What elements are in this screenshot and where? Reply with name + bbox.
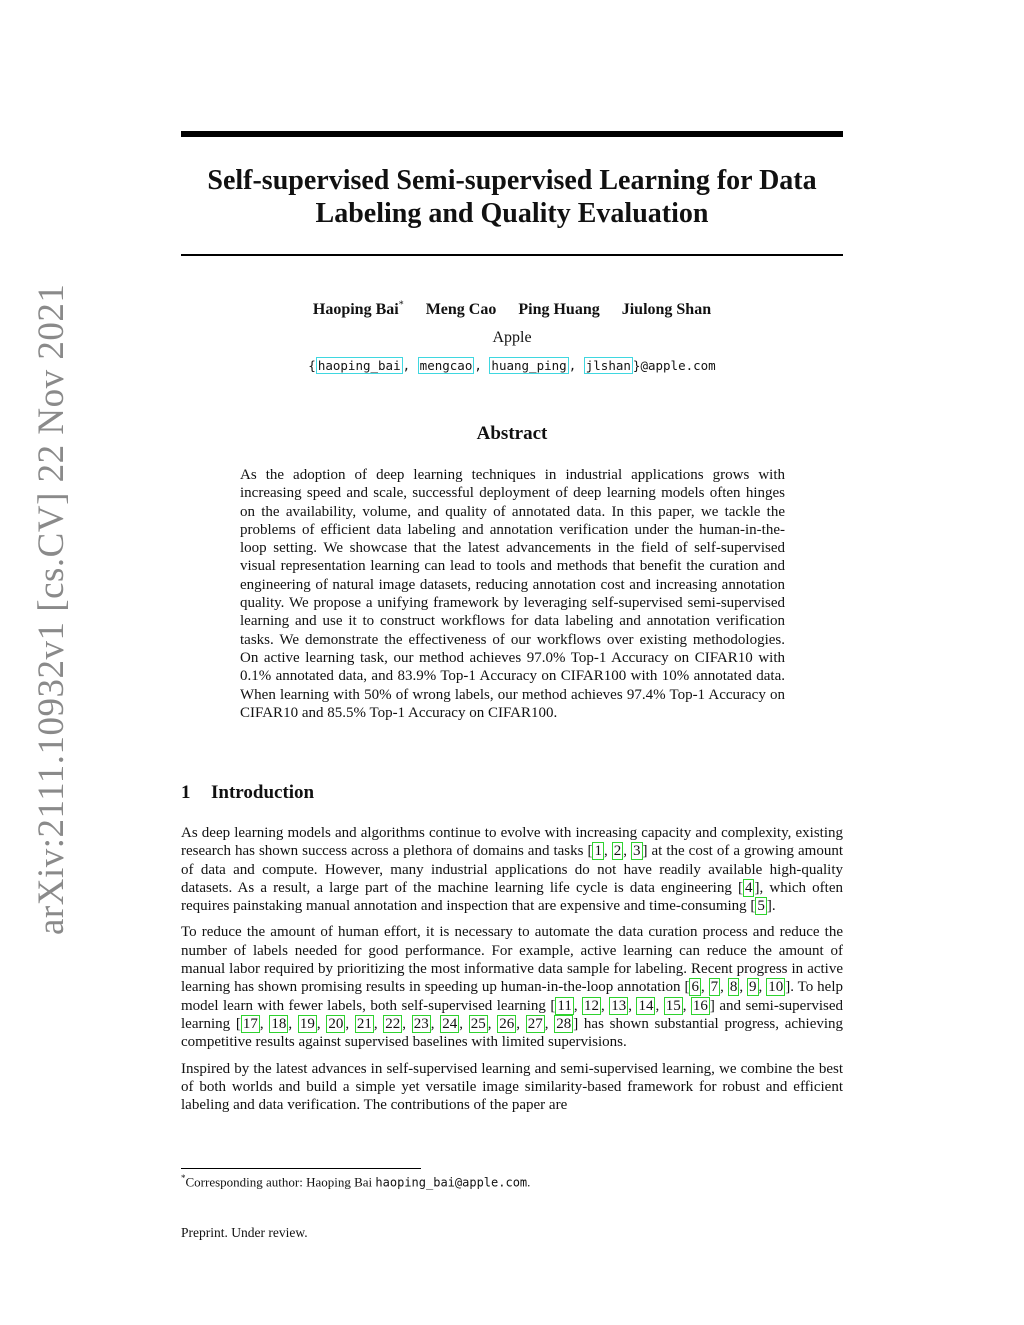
paper-title — [181, 164, 843, 230]
title-rule-bottom — [181, 254, 843, 256]
citation-link[interactable]: 19 — [299, 1015, 315, 1032]
email-link[interactable]: haoping_bai — [317, 358, 401, 373]
citation-link[interactable]: 16 — [692, 997, 708, 1014]
citation-link[interactable]: 15 — [665, 997, 681, 1014]
citation-link[interactable]: 22 — [385, 1015, 401, 1032]
title-rule-top — [181, 131, 843, 137]
citation-link[interactable]: 9 — [749, 979, 757, 996]
author-emails: { haoping_bai , mengcao , huang_ping , jlshan }@apple.com — [308, 358, 716, 373]
citation-link[interactable]: 21 — [356, 1015, 372, 1032]
citation-link[interactable]: 27 — [527, 1015, 543, 1032]
citation-link[interactable]: 23 — [413, 1015, 429, 1032]
paragraph: To reduce the amount of human effort, it is necessary to automate the data curation process and reduce the number of labels needed for good performance. For example, active learning can reduce the amount of manual labor required by prioritizing the most informative data sample for labeling. Recent progress in active learning has shown promising results in speeding up human-in-the-loop annotation [ 6 , 7 , 8 , 9 , 10 ]. To help model learn with fewer labels, both self-supervised learning [ 11 , 12 , 13 , 14 , 15 , 16 ] and semi-supervised learning [ 17 , 18 , 19 , 20 , 21 , 22 , 23 , 24 , 25 , 26 , 27 , 28 ] has shown substantial progress, achieving competitive results against supervised baselines with limited supervisions. — [181, 924, 844, 1051]
footnote-rule — [181, 1168, 421, 1169]
paragraph: Inspired by the latest advances in self-supervised learning and semi-supervised learning, we combine the best of both worlds and build a simple yet versatile image similarity-based framework for robust and efficient labeling and data verification. The contributions of the paper are — [181, 1060, 843, 1114]
citation-link[interactable]: 13 — [611, 997, 627, 1014]
citation-link[interactable]: 6 — [691, 979, 699, 996]
citation-link[interactable]: 11 — [557, 997, 572, 1014]
email-link[interactable]: huang_ping — [491, 358, 567, 373]
citation-link[interactable]: 17 — [242, 1015, 258, 1032]
author: Meng Cao — [425, 301, 497, 319]
citation-link[interactable]: 7 — [710, 979, 719, 996]
section-number: 1 — [181, 782, 191, 803]
citation-link[interactable]: 2 — [613, 843, 622, 860]
affiliation: Apple — [492, 329, 532, 346]
section-title: Introduction — [211, 782, 315, 803]
citation-link[interactable]: 18 — [271, 1015, 287, 1032]
arxiv-identifier: arXiv:2111.10932v1 [cs.CV] 22 Nov 2021 — [31, 283, 72, 935]
introduction-text — [181, 824, 843, 1122]
footnote-mark: * — [181, 1173, 186, 1183]
author: Haoping Bai* — [312, 300, 404, 319]
citation-link[interactable]: 20 — [328, 1015, 344, 1032]
paragraph: As deep learning models and algorithms continue to evolve with increasing capacity and complexity, existing research has shown success across a plethora of domains and tasks [ 1 , 2 , 3 ] at the cost of a growing amount of data and compute. However, many industrial applications do not have readily available high-quality datasets. As a result, a large part of the machine learning life cycle is data engineering [ 4 ], which often requires painstaking manual annotation and inspection that are expensive and time-consuming [ 5 ]. — [181, 825, 844, 915]
section-heading — [181, 782, 314, 804]
title-line-1: Self-supervised Semi-supervised Learning for Data — [207, 165, 817, 196]
author-list — [181, 300, 843, 319]
email-link[interactable]: mengcao — [419, 358, 473, 373]
citation-link[interactable]: 14 — [638, 997, 654, 1014]
citation-link[interactable]: 1 — [594, 843, 602, 860]
citation-link[interactable]: 28 — [556, 1015, 572, 1032]
abstract-body: As the adoption of deep learning techniques in industrial applications grows with increasing speed and scale, successful deployment of deep learning models often hinges on the availability, volume, and quality of annotated data. In this paper, we tackle the problems of efficient data labeling and annotation verification under the human-in-the-loop setting. We showcase that the latest advancements in the field of self-supervised visual representation learning can lead to tools and methods that benefit the curation and engineering of natural image datasets, reducing annotation cost and increasing annotation quality. We propose a unifying framework by leveraging self-supervised semi-supervised learning and use it to construct workflows for data labeling and annotation verification tasks. We demonstrate the effectiveness of our workflows over existing methodologies. On active learning task, our method achieves 97.0% Top-1 Accuracy on CIFAR10 with 0.1% annotated data, and 83.9% Top-1 Accuracy on CIFAR100 with 10% annotated data. When learning with 50% of wrong labels, our method achieves 97.4% Top-1 Accuracy on CIFAR10 and 85.5% Top-1 Accuracy on CIFAR100. — [240, 467, 785, 721]
citation-link[interactable]: 12 — [584, 997, 600, 1014]
citation-link[interactable]: 10 — [768, 979, 784, 996]
footnote-email[interactable]: haoping_bai@apple.com — [375, 1175, 528, 1190]
footnote: *Corresponding author: Haoping Bai haoping_bai@apple.com. — [181, 1173, 531, 1190]
author: Jiulong Shan — [621, 301, 712, 319]
citation-link[interactable]: 8 — [729, 979, 738, 996]
citation-link[interactable]: 24 — [442, 1015, 458, 1032]
citation-link[interactable]: 5 — [757, 898, 765, 915]
author: Ping Huang — [518, 301, 600, 319]
preprint-note: Preprint. Under review. — [181, 1225, 308, 1240]
author-footnote-mark: * — [398, 300, 404, 311]
citation-link[interactable]: 25 — [470, 1015, 486, 1032]
title-line-2: Labeling and Quality Evaluation — [315, 198, 709, 229]
abstract-heading: Abstract — [476, 423, 548, 444]
citation-link[interactable]: 26 — [499, 1015, 515, 1032]
email-link[interactable]: jlshan — [585, 358, 631, 373]
citation-link[interactable]: 4 — [744, 879, 753, 896]
citation-link[interactable]: 3 — [633, 843, 641, 860]
